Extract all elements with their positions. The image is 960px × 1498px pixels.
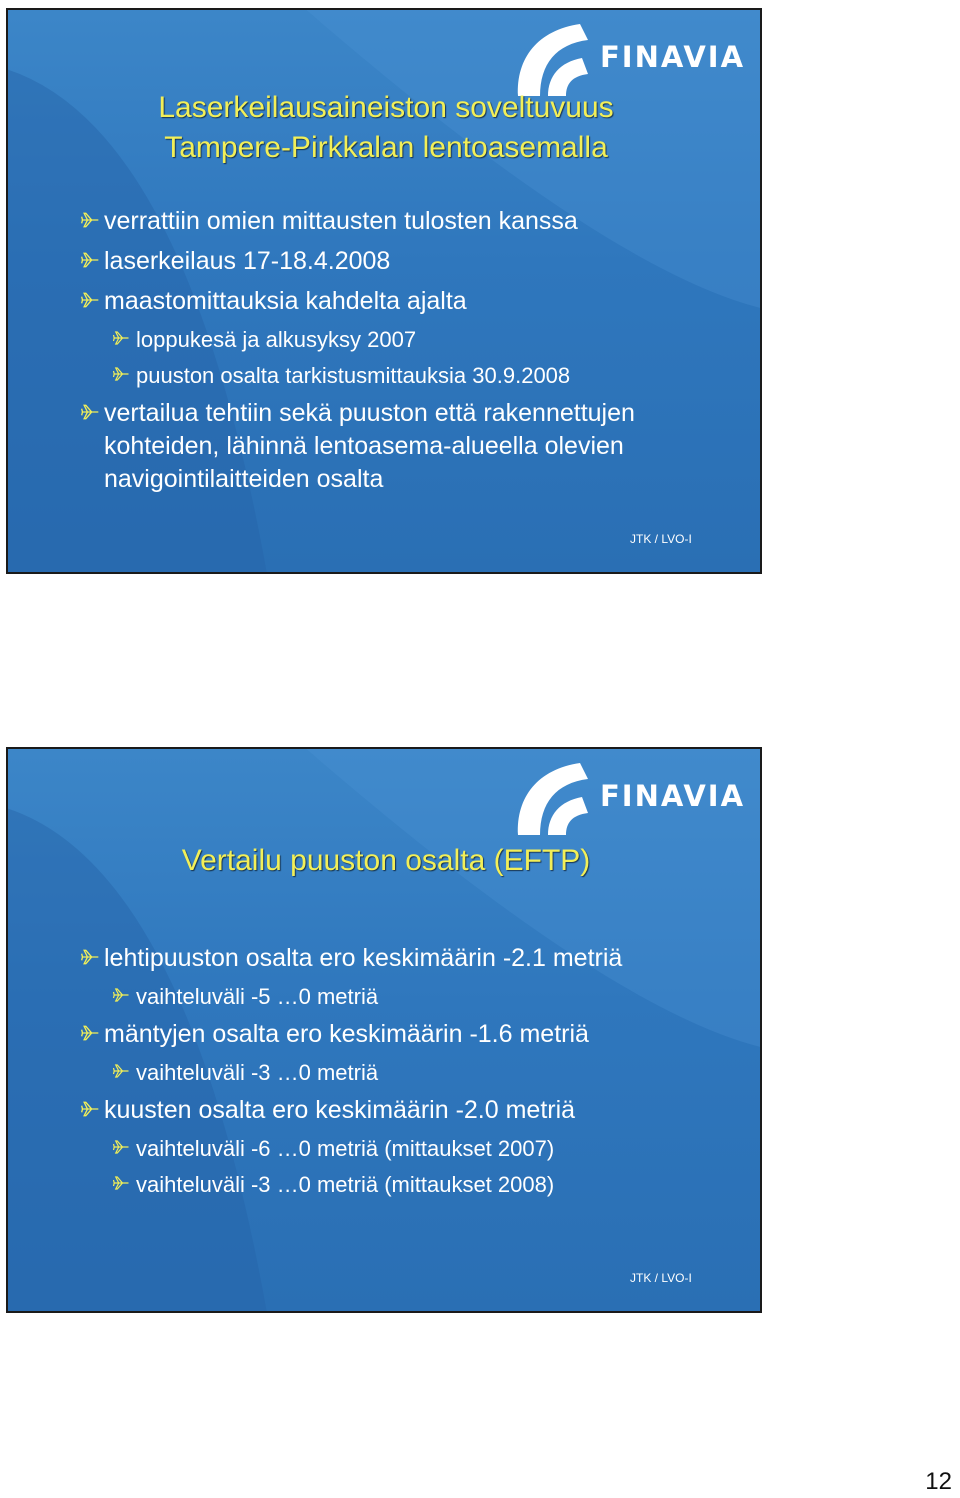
bullet-text: vaihteluväli -3 …0 metriä (mittaukset 2008) (136, 1172, 555, 1197)
bullet-text: laserkeilaus 17-18.4.2008 (104, 247, 391, 275)
bullet-list (78, 205, 720, 503)
bullet-text: vaihteluväli -6 …0 metriä (mittaukset 2007) (136, 1136, 555, 1161)
bullet-text: mäntyjen osalta ero keskimäärin -1.6 metriä (104, 1020, 589, 1048)
airplane-icon (80, 290, 100, 310)
slide-title (8, 88, 762, 168)
bullet-text: vaihteluväli -5 …0 metriä (136, 984, 379, 1009)
airplane-icon (112, 329, 130, 347)
airplane-icon (80, 947, 100, 967)
finavia-logo-icon (508, 18, 598, 98)
airplane-icon (112, 1174, 130, 1192)
airplane-icon (80, 250, 100, 270)
page-number: 12 (925, 1468, 952, 1495)
title-line-1: Vertailu puuston osalta (EFTP) (181, 844, 591, 877)
sub-bullet-item (78, 1170, 720, 1200)
finavia-logo-icon (508, 757, 598, 837)
title-line-2: Tampere-Pirkkalan lentoasemalla (164, 131, 608, 164)
bullet-item (78, 245, 720, 278)
airplane-icon (112, 986, 130, 1004)
bullet-item (78, 397, 720, 496)
bullet-item (78, 205, 720, 238)
bullet-text: vertailua tehtiin sekä puuston että rakennettujen kohteiden, lähinnä lentoasema-alueella olevien navigointilaitteiden osalta (104, 399, 635, 493)
airplane-icon (112, 365, 130, 383)
bullet-item (78, 1094, 720, 1127)
sub-bullet-item (78, 982, 720, 1012)
bullet-item (78, 942, 720, 975)
title-line-1: Laserkeilausaineiston soveltuvuus (158, 91, 614, 124)
airplane-icon (112, 1138, 130, 1156)
airplane-icon (80, 1099, 100, 1119)
slide-footer: JTK / LVO-I (630, 1271, 692, 1285)
finavia-logo-text: FINAVIA (600, 40, 746, 74)
slide-2 (6, 747, 762, 1313)
bullet-text: lehtipuuston osalta ero keskimäärin -2.1 metriä (104, 944, 623, 972)
bullet-text: puuston osalta tarkistusmittauksia 30.9.2008 (136, 363, 571, 388)
sub-bullet-item (78, 361, 720, 391)
slide-1 (6, 8, 762, 574)
airplane-icon (80, 402, 100, 422)
airplane-icon (80, 210, 100, 230)
sub-bullet-item (78, 1134, 720, 1164)
airplane-icon (112, 1062, 130, 1080)
bullet-text: maastomittauksia kahdelta ajalta (104, 287, 467, 315)
airplane-icon (80, 1023, 100, 1043)
slide-title (8, 841, 762, 881)
bullet-item (78, 285, 720, 318)
bullet-item (78, 1018, 720, 1051)
bullet-text: vaihteluväli -3 …0 metriä (136, 1060, 379, 1085)
slide-footer: JTK / LVO-I (630, 532, 692, 546)
sub-bullet-item (78, 325, 720, 355)
bullet-text: verrattiin omien mittausten tulosten kanssa (104, 207, 578, 235)
bullet-text: kuusten osalta ero keskimäärin -2.0 metriä (104, 1096, 576, 1124)
bullet-text: loppukesä ja alkusyksy 2007 (136, 327, 417, 352)
sub-bullet-item (78, 1058, 720, 1088)
finavia-logo-text: FINAVIA (600, 779, 746, 813)
bullet-list (78, 942, 720, 1206)
